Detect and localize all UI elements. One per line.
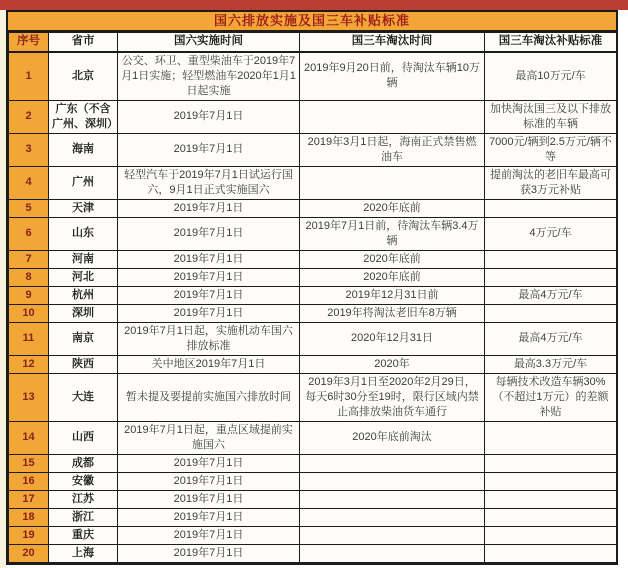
- cell-subsidy: 每辆技术改造车辆30%（不超过1万元）的差额补贴: [485, 373, 617, 421]
- cell-g3-time: 2019年3月1日至2020年2月29日，每天6时30分至19时，限行区域内禁止高排放柴油货车通行: [300, 373, 485, 421]
- subsidy-table: [8, 32, 617, 563]
- table-row: [9, 472, 617, 490]
- cell-subsidy: 提前淘汰的老旧车最高可获3万元补贴: [485, 166, 617, 199]
- cell-subsidy: [485, 526, 617, 544]
- cell-g3-time: 2020年底前: [300, 250, 485, 268]
- table-row: [9, 250, 617, 268]
- cell-g3-time: [300, 544, 485, 562]
- table-row: [9, 268, 617, 286]
- cell-city: 山西: [49, 421, 118, 454]
- table-row: [9, 304, 617, 322]
- cell-g3-time: [300, 100, 485, 133]
- row-number: 19: [9, 526, 49, 544]
- cell-subsidy: 最高4万元/车: [485, 286, 617, 304]
- column-header-0: 序号: [9, 33, 49, 52]
- row-number: 15: [9, 454, 49, 472]
- table-header-row: [9, 33, 617, 52]
- cell-city: 深圳: [49, 304, 118, 322]
- cell-g3-time: [300, 526, 485, 544]
- cell-subsidy: 7000元/辆到2.5万元/辆不等: [485, 133, 617, 166]
- cell-subsidy: [485, 199, 617, 217]
- row-number: 3: [9, 133, 49, 166]
- column-header-4: 国三车淘汰补贴标准: [485, 33, 617, 52]
- row-number: 8: [9, 268, 49, 286]
- table-row: [9, 322, 617, 355]
- table-row: [9, 373, 617, 421]
- cell-g6-time: 2019年7月1日: [118, 472, 300, 490]
- cell-g3-time: 2020年底前: [300, 199, 485, 217]
- row-number: 16: [9, 472, 49, 490]
- cell-city: 杭州: [49, 286, 118, 304]
- cell-subsidy: 最高4万元/车: [485, 322, 617, 355]
- cell-subsidy: [485, 490, 617, 508]
- cell-g6-time: 2019年7月1日: [118, 250, 300, 268]
- table-row: [9, 355, 617, 373]
- row-number: 7: [9, 250, 49, 268]
- cell-city: 南京: [49, 322, 118, 355]
- cell-subsidy: 最高3.3万元/车: [485, 355, 617, 373]
- cell-g3-time: 2019年9月20日前，待淘汰车辆10万辆: [300, 52, 485, 101]
- cell-g6-time: 公交、环卫、重型柴油车于2019年7月1日实施；轻型燃油车2020年1月1日起实施: [118, 52, 300, 101]
- table-row: [9, 217, 617, 250]
- cell-city: 山东: [49, 217, 118, 250]
- cell-subsidy: [485, 250, 617, 268]
- row-number: 5: [9, 199, 49, 217]
- table-row: [9, 100, 617, 133]
- column-header-1: 省市: [49, 33, 118, 52]
- cell-city: 成都: [49, 454, 118, 472]
- table-row: [9, 508, 617, 526]
- cell-g3-time: [300, 508, 485, 526]
- table-row: [9, 454, 617, 472]
- cell-city: 安徽: [49, 472, 118, 490]
- cell-g3-time: [300, 490, 485, 508]
- cell-g3-time: 2019年7月1日前，待淘汰车辆3.4万辆: [300, 217, 485, 250]
- cell-city: 天津: [49, 199, 118, 217]
- cell-g3-time: 2020年: [300, 355, 485, 373]
- cell-g6-time: 2019年7月1日: [118, 286, 300, 304]
- cell-subsidy: [485, 421, 617, 454]
- cell-g6-time: 2019年7月1日起，重点区域提前实施国六: [118, 421, 300, 454]
- table-title: 国六排放实施及国三车补贴标准: [8, 12, 616, 32]
- cell-g3-time: [300, 454, 485, 472]
- cell-g6-time: 2019年7月1日: [118, 508, 300, 526]
- row-number: 11: [9, 322, 49, 355]
- table-row: [9, 52, 617, 101]
- row-number: 20: [9, 544, 49, 562]
- row-number: 4: [9, 166, 49, 199]
- cell-g6-time: 2019年7月1日: [118, 100, 300, 133]
- cell-city: 河南: [49, 250, 118, 268]
- cell-subsidy: 最高10万元/车: [485, 52, 617, 101]
- row-number: 12: [9, 355, 49, 373]
- cell-g6-time: 2019年7月1日: [118, 217, 300, 250]
- cell-subsidy: [485, 304, 617, 322]
- row-number: 1: [9, 52, 49, 101]
- column-header-2: 国六实施时间: [118, 33, 300, 52]
- cell-g3-time: [300, 166, 485, 199]
- cell-g3-time: 2020年底前淘汰: [300, 421, 485, 454]
- table-row: [9, 490, 617, 508]
- row-number: 9: [9, 286, 49, 304]
- cell-subsidy: [485, 268, 617, 286]
- cell-city: 重庆: [49, 526, 118, 544]
- cell-city: 广州: [49, 166, 118, 199]
- row-number: 10: [9, 304, 49, 322]
- cell-g6-time: 暂未提及要提前实施国六排放时间: [118, 373, 300, 421]
- row-number: 2: [9, 100, 49, 133]
- cell-g6-time: 2019年7月1日: [118, 526, 300, 544]
- row-number: 17: [9, 490, 49, 508]
- cell-g6-time: 2019年7月1日: [118, 199, 300, 217]
- row-number: 13: [9, 373, 49, 421]
- cell-city: 陕西: [49, 355, 118, 373]
- cell-city: 江苏: [49, 490, 118, 508]
- cell-subsidy: [485, 508, 617, 526]
- table-row: [9, 199, 617, 217]
- cell-g3-time: 2019年将淘汰老旧车8万辆: [300, 304, 485, 322]
- table-row: [9, 166, 617, 199]
- cell-g6-time: 2019年7月1日起，实施机动车国六排放标准: [118, 322, 300, 355]
- table-row: [9, 526, 617, 544]
- cell-city: 浙江: [49, 508, 118, 526]
- cell-g6-time: 2019年7月1日: [118, 544, 300, 562]
- cell-city: 河北: [49, 268, 118, 286]
- cell-subsidy: 4万元/车: [485, 217, 617, 250]
- cell-g3-time: [300, 472, 485, 490]
- table-row: [9, 544, 617, 562]
- cell-city: 大连: [49, 373, 118, 421]
- cell-g6-time: 2019年7月1日: [118, 454, 300, 472]
- table-row: [9, 286, 617, 304]
- cell-g3-time: 2020年底前: [300, 268, 485, 286]
- cell-g3-time: 2019年3月1日起，海南正式禁售燃油车: [300, 133, 485, 166]
- row-number: 18: [9, 508, 49, 526]
- table-row: [9, 421, 617, 454]
- cell-g3-time: 2020年12月31日: [300, 322, 485, 355]
- cell-subsidy: [485, 544, 617, 562]
- cell-g6-time: 2019年7月1日: [118, 490, 300, 508]
- cell-city: 广东（不含广州、深圳）: [49, 100, 118, 133]
- red-top-border: [0, 0, 628, 10]
- subsidy-table-frame: [6, 10, 618, 565]
- cell-city: 上海: [49, 544, 118, 562]
- cell-subsidy: [485, 454, 617, 472]
- cell-g6-time: 2019年7月1日: [118, 133, 300, 166]
- cell-g6-time: 轻型汽车于2019年7月1日试运行国六，9月1日正式实施国六: [118, 166, 300, 199]
- row-number: 14: [9, 421, 49, 454]
- cell-city: 海南: [49, 133, 118, 166]
- cell-g6-time: 2019年7月1日: [118, 268, 300, 286]
- table-row: [9, 133, 617, 166]
- column-header-3: 国三车淘汰时间: [300, 33, 485, 52]
- cell-g3-time: 2019年12月31日前: [300, 286, 485, 304]
- cell-g6-time: 关中地区2019年7月1日: [118, 355, 300, 373]
- cell-subsidy: 加快淘汰国三及以下排放标准的车辆: [485, 100, 617, 133]
- row-number: 6: [9, 217, 49, 250]
- cell-subsidy: [485, 472, 617, 490]
- cell-city: 北京: [49, 52, 118, 101]
- cell-g6-time: 2019年7月1日: [118, 304, 300, 322]
